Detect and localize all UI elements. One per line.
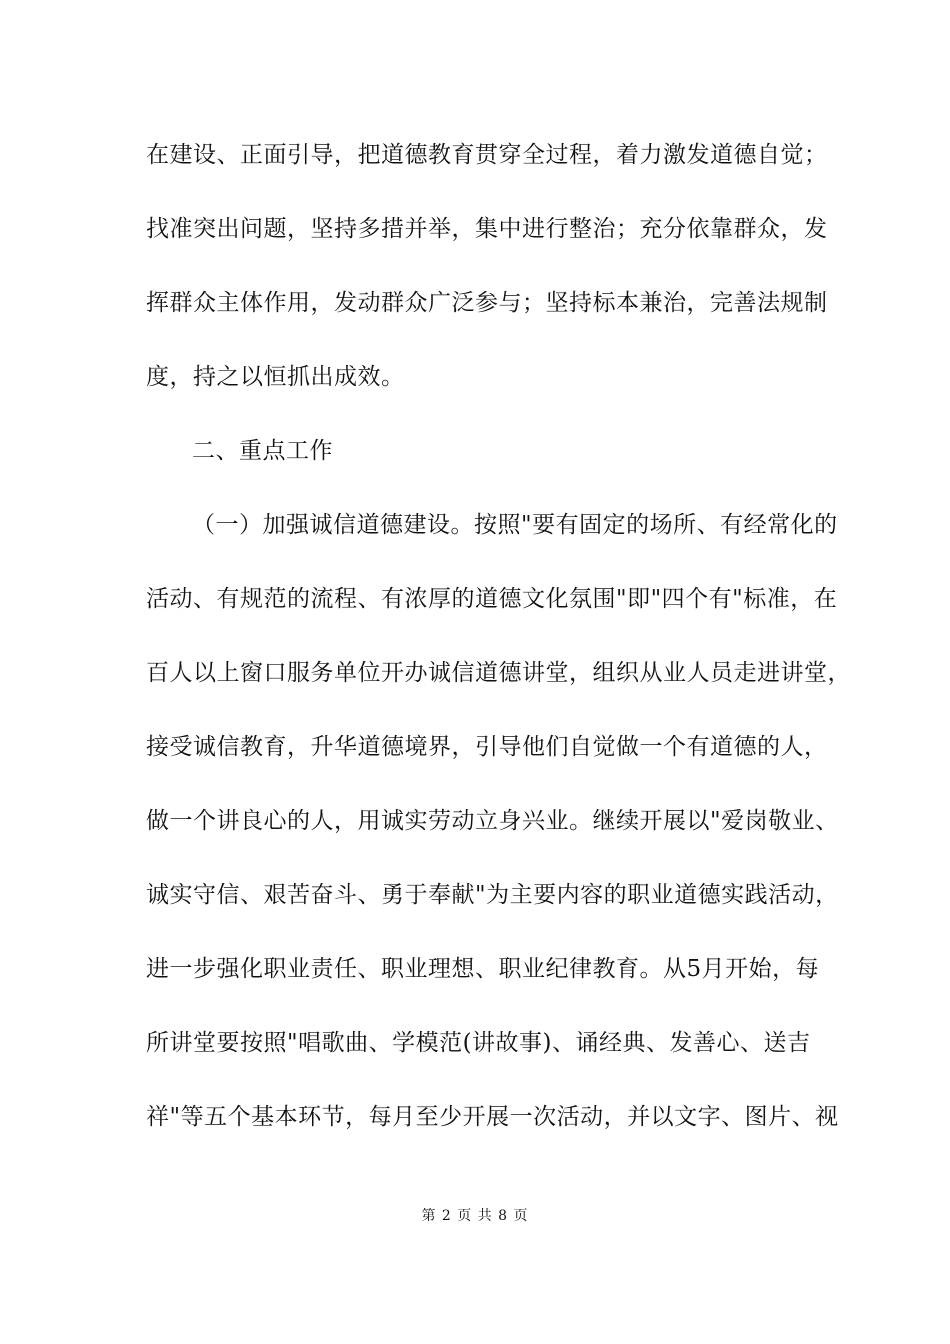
text-line: 在建设、正面引导，把道德教育贯穿全过程，着力激发道德自觉； — [146, 142, 828, 168]
page-footer — [0, 1206, 950, 1226]
text-line: 百人以上窗口服务单位开办诚信道德讲堂，组织从业人员走进讲堂， — [146, 660, 851, 686]
text-line: （一）加强诚信道德建设。按照"要有固定的场所、有经常化的 — [192, 512, 838, 538]
text-line: 度，持之以恒抓出成效。 — [146, 364, 405, 390]
text-line: 活动、有规范的流程、有浓厚的道德文化氛围"即"四个有"标准，在 — [146, 586, 838, 612]
text-line: 做一个讲良心的人，用诚实劳动立身兴业。继续开展以"爱岗敬业、 — [146, 808, 839, 834]
text-line: 进一步强化职业责任、职业理想、职业纪律教育。从5月开始，每 — [146, 956, 820, 982]
text-line: 诚实守信、艰苦奋斗、勇于奉献"为主要内容的职业道德实践活动， — [146, 882, 839, 908]
text-line: 找准突出问题，坚持多措并举，集中进行整治；充分依靠群众，发 — [146, 216, 828, 242]
text-line: 接受诚信教育，升华道德境界，引导他们自觉做一个有道德的人， — [146, 734, 828, 760]
page-number-label: 第 2 页 共 8 页 — [421, 1208, 529, 1224]
text-line: 祥"等五个基本环节，每月至少开展一次活动，并以文字、图片、视 — [146, 1104, 839, 1130]
text-line: 挥群众主体作用，发动群众广泛参与；坚持标本兼治，完善法规制 — [146, 290, 828, 316]
text-line: 所讲堂要按照"唱歌曲、学模范(讲故事)、诵经典、发善心、送吉 — [146, 1030, 811, 1056]
section-heading: 二、重点工作 — [192, 438, 333, 464]
